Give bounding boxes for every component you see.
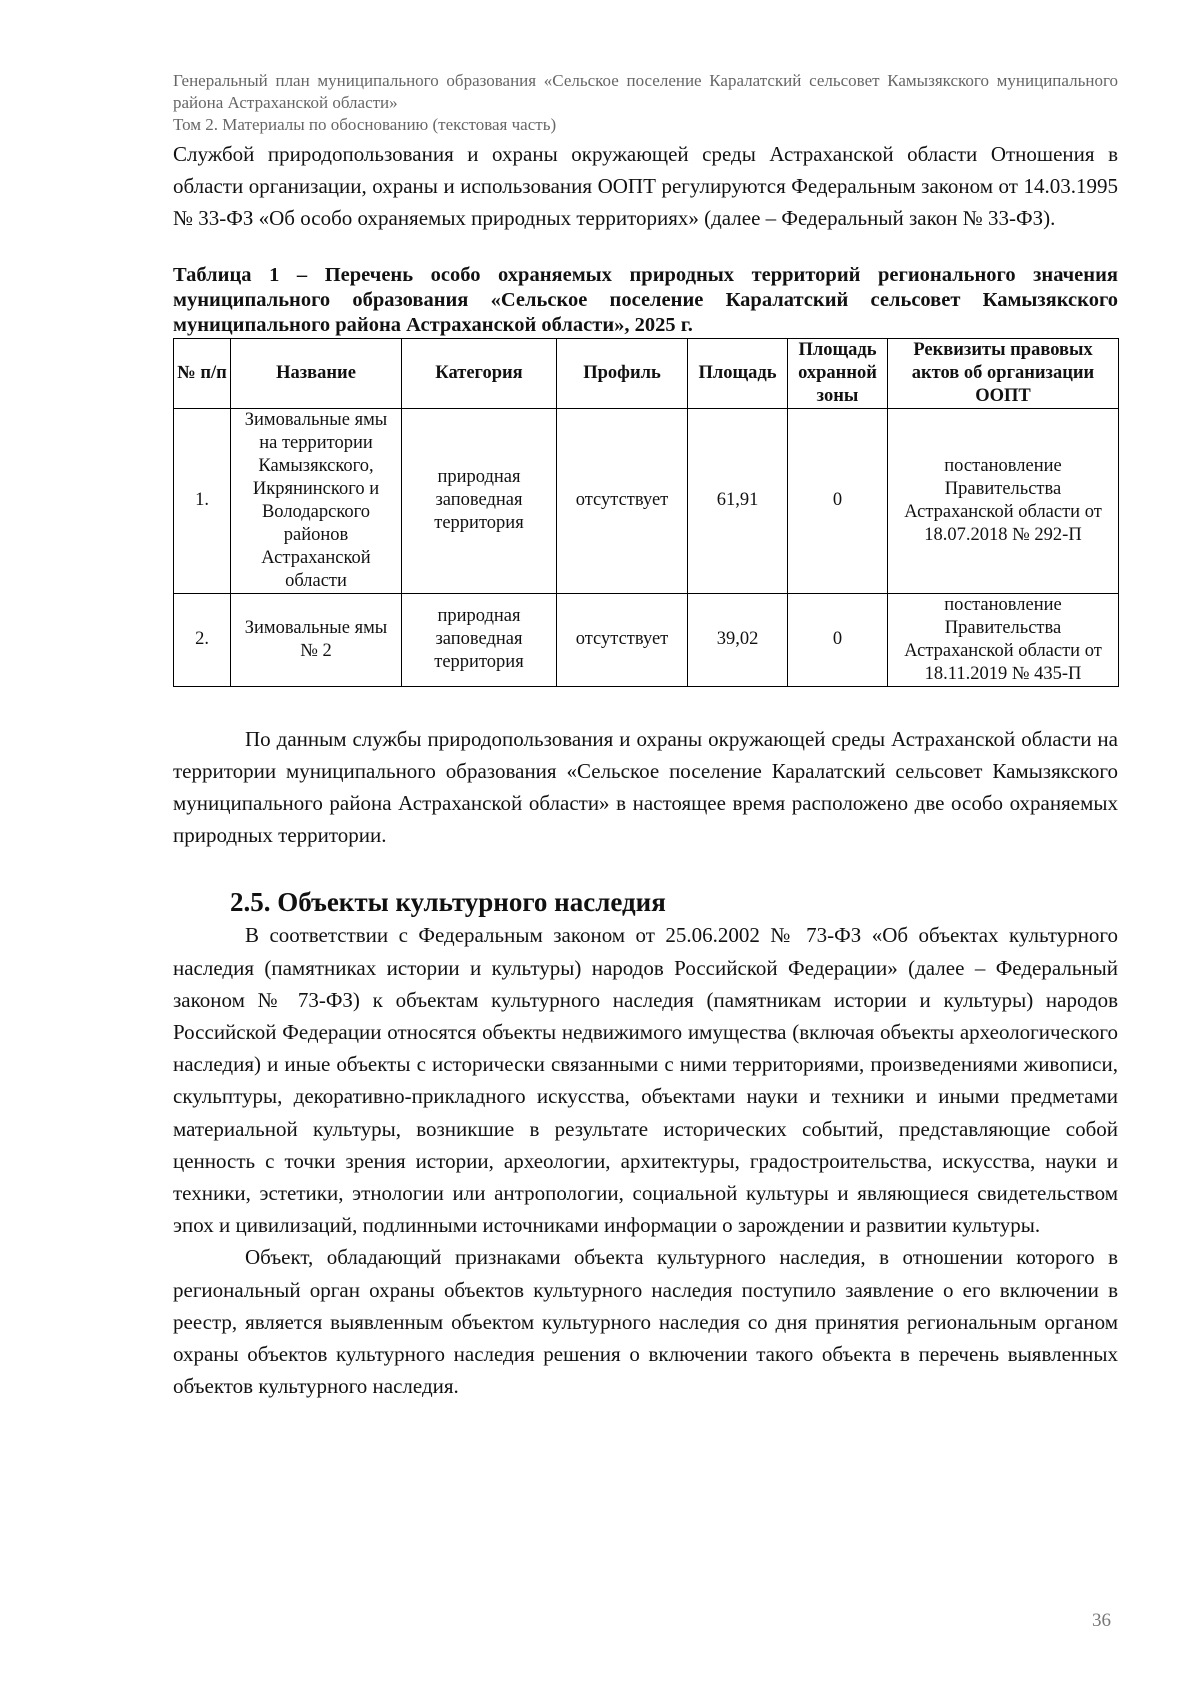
col-header-category: Категория: [402, 338, 557, 408]
cell-category: природная заповедная территория: [402, 408, 557, 593]
intro-paragraph: Службой природопользования и охраны окружающей среды Астраханской области Отношения в области организации, охраны и использования ООПТ регулируются Федеральным законом от 14.03.1995 № 33-ФЗ «Об особо охраняемых природных территориях» (далее – Федеральный закон № 33-ФЗ).: [173, 142, 1118, 231]
col-header-zone-area: Площадь охранной зоны: [788, 338, 888, 408]
section-paragraph-1: В соответствии с Федеральным законом от 25.06.2002 № 73-ФЗ «Об объектах культурного наследия (памятниках истории и культуры) народов Российской Федерации» (далее – Федеральный законом № 73-ФЗ) к объектам культурного наследия (памятникам истории и культуры) народов Российской Федерации относятся объекты недвижимого имущества (включая объекты археологического наследия) и иные объекты с исторически связанными с ними территориями, произведениями живописи, скульптуры, декоративно-прикладного искусства, объектами науки и техники и иными предметами материальной культуры, возникшие в результате исторических событий, представляющие собой ценность с точки зрения истории, археологии, архитектуры, градостроительства, искусства, науки и техники, эстетики, этнологии или антропологии, социальной культуры и являющиеся свидетельством эпох и цивилизаций, подлинными источниками информации о зарождении и развитии культуры.: [173, 923, 1118, 1238]
header-title: Генеральный план муниципального образования «Сельское поселение Каралатский сельсовет Камызякского муниципального района Астраханской области»: [173, 71, 1118, 112]
cell-profile: отсутствует: [557, 408, 688, 593]
cell-area: 61,91: [688, 408, 788, 593]
table-header-row: [174, 338, 1119, 408]
page-number: 36: [1092, 1610, 1111, 1631]
cell-zone-area: 0: [788, 593, 888, 686]
table-row: [174, 408, 1119, 593]
cell-category: природная заповедная территория: [402, 593, 557, 686]
document-page: [173, 70, 1118, 1402]
cell-area: 39,02: [688, 593, 788, 686]
cell-num: 2.: [174, 593, 231, 686]
cell-zone-area: 0: [788, 408, 888, 593]
col-header-name: Название: [231, 338, 402, 408]
col-header-profile: Профиль: [557, 338, 688, 408]
cell-name: Зимовальные ямы на территории Камызякского, Икрянинского и Володарского районов Астраханской области: [231, 408, 402, 593]
running-header: [173, 70, 1118, 136]
table-row: [174, 593, 1119, 686]
cell-num: 1.: [174, 408, 231, 593]
section-heading: 2.5. Объекты культурного наследия: [230, 887, 666, 918]
after-table-paragraph: По данным службы природопользования и охраны окружающей среды Астраханской области на территории муниципального образования «Сельское поселение Каралатский сельсовет Камызякского муниципального района Астраханской области» в настоящее время расположено две особо охраняемых природных территории.: [173, 726, 1118, 848]
col-header-num: № п/п: [174, 338, 231, 408]
cell-legal: постановление Правительства Астраханской области от 18.07.2018 № 292-П: [888, 408, 1119, 593]
section-paragraph-2: Объект, обладающий признаками объекта культурного наследия, в отношении которого в региональный орган охраны объектов культурного наследия поступило заявление о его включении в реестр, является выявленным объектом культурного наследия со дня принятия региональным органом охраны объектов культурного наследия решения о включении такого объекта в перечень выявленных объектов культурного наследия.: [173, 1245, 1118, 1399]
col-header-area: Площадь: [688, 338, 788, 408]
header-volume: Том 2. Материалы по обоснованию (текстовая часть): [173, 115, 557, 134]
cell-profile: отсутствует: [557, 593, 688, 686]
table-caption: Таблица 1 – Перечень особо охраняемых природных территорий регионального значения муниципального образования «Сельское поселение Каралатский сельсовет Камызякского муниципального района Астраханской области», 2025 г.: [173, 263, 1118, 336]
col-header-legal: Реквизиты правовых актов об организации ООПТ: [888, 338, 1119, 408]
cell-name: Зимовальные ямы № 2: [231, 593, 402, 686]
cell-legal: постановление Правительства Астраханской области от 18.11.2019 № 435-П: [888, 593, 1119, 686]
protected-areas-table: [173, 338, 1119, 687]
